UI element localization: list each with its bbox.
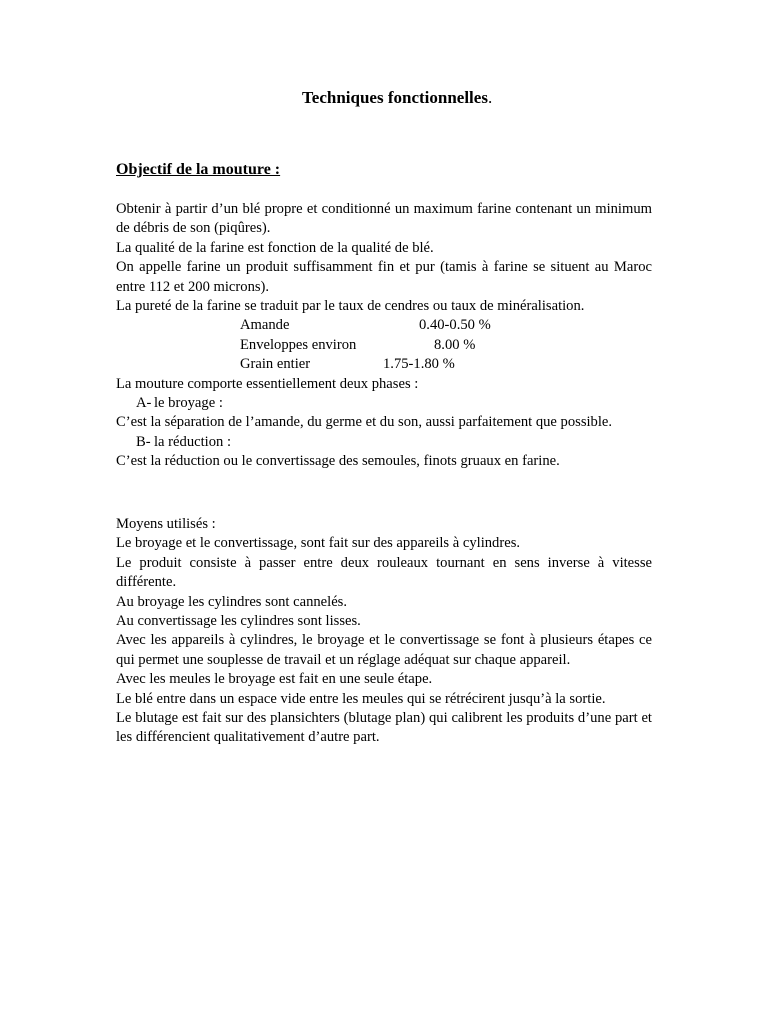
- paragraph-means-1: Le broyage et le convertissage, sont fait sur des appareils à cylindres.: [116, 535, 521, 552]
- paragraph-means-5: Avec les appareils à cylindres, le broyage et le convertissage se font à plusieurs étapes ce qui permet une souplesse de travail et un réglage adéquat sur chaque appareil.: [116, 632, 652, 668]
- ash-value: 0.40-0.50 %: [419, 317, 491, 334]
- ash-label: Grain entier: [240, 356, 311, 373]
- paragraph-phase-a: C’est la séparation de l’amande, du germe et du son, aussi parfaitement que possible.: [116, 414, 613, 431]
- ash-label: Amande: [240, 317, 290, 334]
- paragraph-means-8: Le blutage est fait sur des plansichters (blutage plan) qui calibrent les produits d’une part et les différencient qualitativement d’autre part.: [116, 710, 652, 746]
- document-title: [302, 86, 492, 110]
- phase-a-item: [116, 394, 652, 413]
- phase-b-item: [116, 433, 652, 452]
- ash-row-enveloppes: [116, 336, 652, 355]
- paragraph-means-4: Au convertissage les cylindres sont lisses.: [116, 613, 361, 630]
- paragraph-means-2: Le produit consiste à passer entre deux rouleaux tournant en sens inverse à vitesse différente.: [116, 554, 652, 591]
- paragraph-means-6: Avec les meules le broyage est fait en une seule étape.: [116, 671, 433, 688]
- paragraph-purity: La pureté de la farine se traduit par le taux de cendres ou taux de minéralisation.: [116, 298, 585, 315]
- ash-row-amande: [116, 316, 652, 335]
- section-heading: Objectif de la mouture :: [116, 161, 281, 178]
- paragraph-definition: On appelle farine un produit suffisamment fin et pur (tamis à farine se situent au Maroc entre 112 et 200 microns).: [116, 259, 652, 295]
- paragraph-means-7: Le blé entre dans un espace vide entre les meules qui se rétrécirent jusqu’à la sortie.: [116, 690, 606, 707]
- paragraph-phase-b: C’est la réduction ou le convertissage des semoules, finots gruaux en farine.: [116, 453, 560, 470]
- paragraph-quality: La qualité de la farine est fonction de la qualité de blé.: [116, 239, 434, 256]
- intro-section: [116, 200, 652, 472]
- paragraph-phases: La mouture comporte essentiellement deux phases :: [116, 375, 419, 392]
- phase-a-marker: A-: [136, 395, 152, 412]
- phase-b-label: la réduction :: [154, 433, 231, 450]
- title-text: Techniques fonctionnelles: [302, 88, 488, 107]
- title-punctuation: .: [487, 88, 493, 107]
- paragraph-means-3: Au broyage les cylindres sont cannelés.: [116, 593, 347, 610]
- paragraph-objective: Obtenir à partir d’un blé propre et conditionné un maximum farine contenant un minimum de débris de son (piqûres).: [116, 201, 652, 237]
- ash-value: 1.75-1.80 %: [383, 356, 455, 373]
- phase-b-marker: B-: [136, 433, 151, 450]
- phase-a-label: le broyage :: [154, 395, 223, 412]
- means-heading: Moyens utilisés :: [116, 516, 216, 532]
- ash-label: Enveloppes environ: [240, 336, 357, 353]
- ash-row-grain: [116, 355, 652, 374]
- ash-value: 8.00 %: [434, 336, 476, 353]
- means-section: [116, 515, 652, 748]
